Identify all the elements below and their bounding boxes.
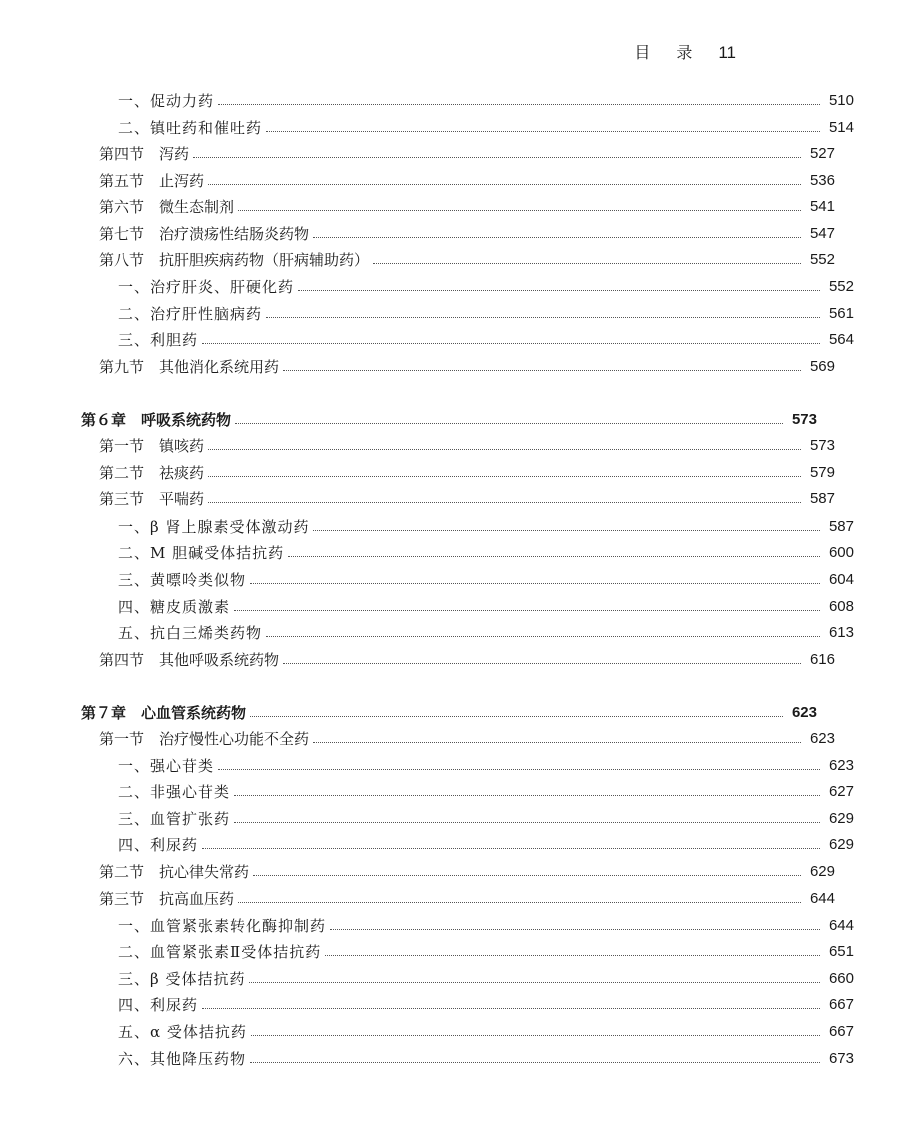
toc-entry-title: 一、治疗肝炎、肝硬化药 (118, 278, 295, 296)
toc-entry-section[interactable] (0, 137, 899, 163)
header-title-part-2: 录 (676, 43, 693, 62)
toc-entry-title: 第九节 其他消化系统用药 (99, 358, 280, 376)
toc-entry-page-number: 536 (809, 172, 835, 189)
toc-entry-item[interactable] (0, 988, 918, 1014)
toc-entry-title: 第四节 其他呼吸系统药物 (99, 651, 280, 669)
toc-entry-title: 三、血管扩张药 (118, 810, 231, 828)
toc-entry-item[interactable] (0, 84, 918, 110)
toc-entry-page-number: 644 (809, 890, 835, 907)
dot-leader (313, 741, 801, 743)
toc-entry-item[interactable] (0, 323, 918, 349)
toc-entry-page-number: 667 (828, 1023, 854, 1040)
dot-leader (235, 422, 783, 424)
header-page-number: 11 (718, 43, 736, 62)
dot-leader (238, 209, 801, 211)
toc-entry-section[interactable] (0, 190, 899, 216)
toc-entry-page-number: 616 (809, 651, 835, 668)
dot-leader (313, 236, 801, 238)
toc-entry-title: 三、β 受体拮抗药 (118, 970, 246, 988)
dot-leader (250, 582, 820, 584)
toc-entry-title: 第二节 祛痰药 (99, 464, 205, 482)
toc-entry-title: 三、黄嘌呤类似物 (118, 571, 247, 589)
toc-entry-section[interactable] (0, 722, 899, 748)
toc-entry-section[interactable] (0, 164, 899, 190)
dot-leader (208, 183, 801, 185)
dot-leader (202, 342, 820, 344)
toc-entry-item[interactable] (0, 1042, 918, 1068)
header-title-part-1: 目 (634, 43, 651, 62)
dot-leader (208, 501, 801, 503)
toc-entry-page-number: 541 (809, 198, 835, 215)
toc-entry-item[interactable] (0, 590, 918, 616)
running-header (634, 40, 736, 63)
dot-leader (193, 156, 801, 158)
dot-leader (330, 928, 820, 930)
toc-entry-page-number: 608 (828, 598, 854, 615)
toc-entry-section[interactable] (0, 429, 899, 455)
dot-leader (266, 635, 820, 637)
dot-leader (238, 901, 801, 903)
dot-leader (218, 768, 820, 770)
toc-entry-title: 第八节 抗肝胆疾病药物（肝病辅助药） (99, 251, 370, 269)
toc-entry-item[interactable] (0, 536, 918, 562)
toc-entry-page-number: 667 (828, 996, 854, 1013)
toc-entry-title: 五、α 受体拮抗药 (118, 1023, 247, 1041)
toc-entry-page-number: 587 (828, 518, 854, 535)
toc-entry-page-number: 651 (828, 943, 854, 960)
toc-entry-title: 一、β 肾上腺素受体激动药 (118, 518, 310, 536)
dot-leader (251, 1034, 820, 1036)
dot-leader (249, 981, 820, 983)
toc-entry-title: 一、强心苷类 (118, 757, 215, 775)
dot-leader (234, 794, 820, 796)
toc-entry-title: 第一节 治疗慢性心功能不全药 (99, 730, 310, 748)
dot-leader (208, 475, 801, 477)
toc-entry-title: 第三节 平喘药 (99, 490, 205, 508)
toc-entry-page-number: 623 (791, 704, 817, 721)
toc-entry-page-number: 629 (828, 836, 854, 853)
dot-leader (208, 448, 801, 450)
toc-entry-title: 第四节 泻药 (99, 145, 190, 163)
toc-entry-title: 二、M 胆碱受体拮抗药 (118, 544, 285, 562)
dot-leader (234, 609, 820, 611)
toc-entry-page-number: 552 (809, 251, 835, 268)
toc-entry-title: 第二节 抗心律失常药 (99, 863, 250, 881)
toc-entry-page-number: 613 (828, 624, 854, 641)
dot-leader (283, 662, 801, 664)
toc-entry-title: 第五节 止泻药 (99, 172, 205, 190)
dot-leader (298, 289, 820, 291)
dot-leader (266, 130, 820, 132)
toc-entry-title: 五、抗白三烯类药物 (118, 624, 263, 642)
toc-entry-page-number: 673 (828, 1050, 854, 1067)
toc-entry-page-number: 623 (828, 757, 854, 774)
toc-entry-title: 第７章 心血管系统药物 (81, 704, 247, 722)
dot-leader (313, 529, 820, 531)
toc-entry-page-number: 510 (828, 92, 854, 109)
toc-entry-item[interactable] (0, 749, 918, 775)
toc-entry-item[interactable] (0, 828, 918, 854)
toc-entry-page-number: 514 (828, 119, 854, 136)
toc-entry-section[interactable] (0, 217, 899, 243)
toc-entry-title: 二、镇吐药和催吐药 (118, 119, 263, 137)
toc-entry-item[interactable] (0, 935, 918, 961)
toc-entry-item[interactable] (0, 775, 918, 801)
toc-entry-section[interactable] (0, 350, 899, 376)
toc-entry-section[interactable] (0, 882, 899, 908)
dot-leader (288, 555, 820, 557)
dot-leader (234, 821, 820, 823)
toc-entry-section[interactable] (0, 855, 899, 881)
toc-entry-page-number: 564 (828, 331, 854, 348)
toc-entry-page-number: 547 (809, 225, 835, 242)
dot-leader (250, 715, 783, 717)
dot-leader (373, 262, 801, 264)
toc-entry-title: 第一节 镇咳药 (99, 437, 205, 455)
toc-entry-item[interactable] (0, 962, 918, 988)
toc-entry-page-number: 561 (828, 305, 854, 322)
toc-entry-title: 六、其他降压药物 (118, 1050, 247, 1068)
dot-leader (253, 874, 801, 876)
toc-entry-section[interactable] (0, 482, 899, 508)
toc-entry-item[interactable] (0, 111, 918, 137)
toc-entry-page-number: 573 (809, 437, 835, 454)
toc-entry-title: 二、非强心苷类 (118, 783, 231, 801)
toc-entry-item[interactable] (0, 802, 918, 828)
toc-entry-page-number: 644 (828, 917, 854, 934)
toc-entry-title: 第七节 治疗溃疡性结肠炎药物 (99, 225, 310, 243)
toc-entry-item[interactable] (0, 297, 918, 323)
toc-entry-item[interactable] (0, 510, 918, 536)
toc-entry-chapter[interactable] (0, 403, 881, 429)
dot-leader (218, 103, 820, 105)
toc-entry-page-number: 573 (791, 411, 817, 428)
toc-entry-page-number: 552 (828, 278, 854, 295)
toc-entry-item[interactable] (0, 563, 918, 589)
toc-entry-title: 二、治疗肝性脑病药 (118, 305, 263, 323)
toc-entry-title: 第６章 呼吸系统药物 (81, 411, 232, 429)
toc-entry-page-number: 627 (828, 783, 854, 800)
toc-entry-page-number: 623 (809, 730, 835, 747)
toc-entry-title: 一、血管紧张素转化酶抑制药 (118, 917, 327, 935)
dot-leader (202, 847, 820, 849)
toc-entry-page-number: 660 (828, 970, 854, 987)
toc-entry-item[interactable] (0, 616, 918, 642)
toc-entry-title: 四、利尿药 (118, 836, 199, 854)
toc-entry-item[interactable] (0, 1015, 918, 1041)
toc-entry-item[interactable] (0, 270, 918, 296)
toc-entry-page-number: 579 (809, 464, 835, 481)
dot-leader (283, 369, 801, 371)
toc-entry-title: 三、利胆药 (118, 331, 199, 349)
toc-entry-page-number: 527 (809, 145, 835, 162)
toc-entry-title: 第三节 抗高血压药 (99, 890, 235, 908)
dot-leader (266, 316, 820, 318)
toc-entry-section[interactable] (0, 456, 899, 482)
toc-entry-title: 四、利尿药 (118, 996, 199, 1014)
toc-entry-section[interactable] (0, 643, 899, 669)
toc-entry-chapter[interactable] (0, 696, 881, 722)
dot-leader (250, 1061, 820, 1063)
dot-leader (325, 954, 820, 956)
toc-entry-page-number: 604 (828, 571, 854, 588)
toc-entry-title: 第六节 微生态制剂 (99, 198, 235, 216)
toc-entry-page-number: 629 (828, 810, 854, 827)
toc-entry-title: 二、血管紧张素Ⅱ受体拮抗药 (118, 943, 322, 961)
toc-entry-title: 一、促动力药 (118, 92, 215, 110)
toc-entry-page-number: 629 (809, 863, 835, 880)
toc-entry-page-number: 600 (828, 544, 854, 561)
toc-entry-item[interactable] (0, 909, 918, 935)
toc-entry-page-number: 569 (809, 358, 835, 375)
toc-entry-page-number: 587 (809, 490, 835, 507)
toc-entry-title: 四、糖皮质激素 (118, 598, 231, 616)
toc-entry-section[interactable] (0, 243, 899, 269)
dot-leader (202, 1007, 820, 1009)
